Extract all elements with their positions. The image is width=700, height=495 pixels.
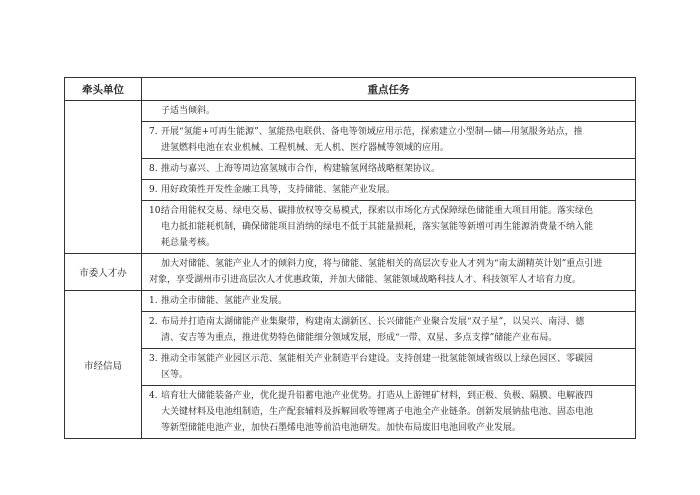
task-cell (142, 101, 636, 122)
task-number: 1. (149, 296, 158, 306)
task-cell (142, 291, 636, 312)
task-cell (142, 349, 636, 386)
table-row (65, 349, 636, 386)
task-cell (142, 201, 636, 254)
task-number: 2. (149, 317, 158, 327)
task-line: 培育壮大储能装备产业，优化提升铅蓄电池产业优势。打造从上游锂矿材料，到正极、负极、隔膜、电解液四 (161, 391, 594, 401)
table-row (65, 291, 636, 312)
task-line: 用好政策性开发性金融工具等，支持储能、氢能产业发展。 (161, 185, 396, 195)
table-row (65, 201, 636, 254)
task-line: 推动与嘉兴、上海等周边富氢城市合作，构建输氢网络战略框架协议。 (161, 164, 441, 174)
header-key-tasks: 重点任务 (142, 78, 636, 101)
task-cell (142, 312, 636, 349)
table-row (65, 122, 636, 159)
key-tasks-table (64, 77, 636, 439)
task-line: 等新型储能电池产业，加快石墨烯电池等前沿电池研发。加快布局废旧电池回收产业发展。 (161, 423, 522, 433)
table-row (65, 159, 636, 180)
header-lead-unit: 牵头单位 (65, 78, 142, 101)
task-line: 耗总量考核。 (161, 238, 216, 248)
table-row (65, 180, 636, 201)
task-line: 推动全市氢能产业园区示范、氢能相关产业制造平台建设。支持创建一批氢能领域省级以上绿色园区、零碳园 (161, 354, 594, 364)
table-row (65, 101, 636, 122)
task-line: 进氢燃料电池在农业机械、工程机械、无人机、医疗器械等领域的应用。 (161, 143, 450, 153)
task-cell (142, 122, 636, 159)
lead-unit-cell: 市经信局 (65, 291, 142, 439)
task-line: 子适当倾斜。 (161, 106, 216, 116)
task-number: 7. (149, 127, 158, 137)
task-line: 大关键材料及电池组制造，生产配套辅料及拆解回收等锂离子电池全产业链条。创新发展钠盐电池、固态电池 (161, 407, 594, 417)
lead-unit-cell: 市委人才办 (65, 254, 142, 291)
task-line: 开展“氢能+可再生能源”、氢能热电联供、备电等领域应用示范，探索建立小型制—储—用氢服务站点，推 (161, 127, 583, 137)
lead-unit-cell (65, 101, 142, 254)
task-cell (142, 180, 636, 201)
task-line: 推动全市储能、氢能产业发展。 (161, 296, 288, 306)
task-line: 电力抵扣能耗机制，确保储能项目消纳的绿电不低于其能量损耗，落实氢能等新增可再生能源消费量不纳入能 (161, 222, 594, 232)
task-cell (142, 159, 636, 180)
table-header-row (65, 78, 636, 101)
task-cell (142, 386, 636, 439)
task-cell (142, 254, 636, 291)
task-line: 加大对储能、氢能产业人才的倾斜力度，将与储能、氢能相关的高层次专业人才列为“南太湖精英计划”重点引进 (161, 259, 603, 269)
task-number: 10. (149, 206, 164, 216)
task-line: 结合用能权交易、绿电交易、碳排放权等交易模式，探索以市场化方式保障绿色储能重大项目用能。落实绿色 (161, 206, 594, 216)
table-row (65, 386, 636, 439)
task-number: 8. (149, 164, 158, 174)
task-line: 清、安吉等为重点，推进优势特色储能细分领域发展，形成“一带、双星、多点支撑”储能产业布局。 (161, 333, 558, 343)
task-number: 3. (149, 354, 158, 364)
table-row (65, 254, 636, 291)
task-number: 9. (149, 185, 158, 195)
task-line: 区等。 (161, 370, 189, 380)
table-row (65, 312, 636, 349)
task-number: 4. (149, 391, 158, 401)
task-line: 对象，享受湖州市引进高层次人才优惠政策，并加大储能、氢能领域战略科技人才、科技领军人才培育力度。 (149, 275, 582, 285)
task-line: 布局并打造南太湖储能产业集聚带，构建南太湖新区、长兴储能产业聚合发展“双子星”，以吴兴、南浔、德 (161, 317, 585, 327)
